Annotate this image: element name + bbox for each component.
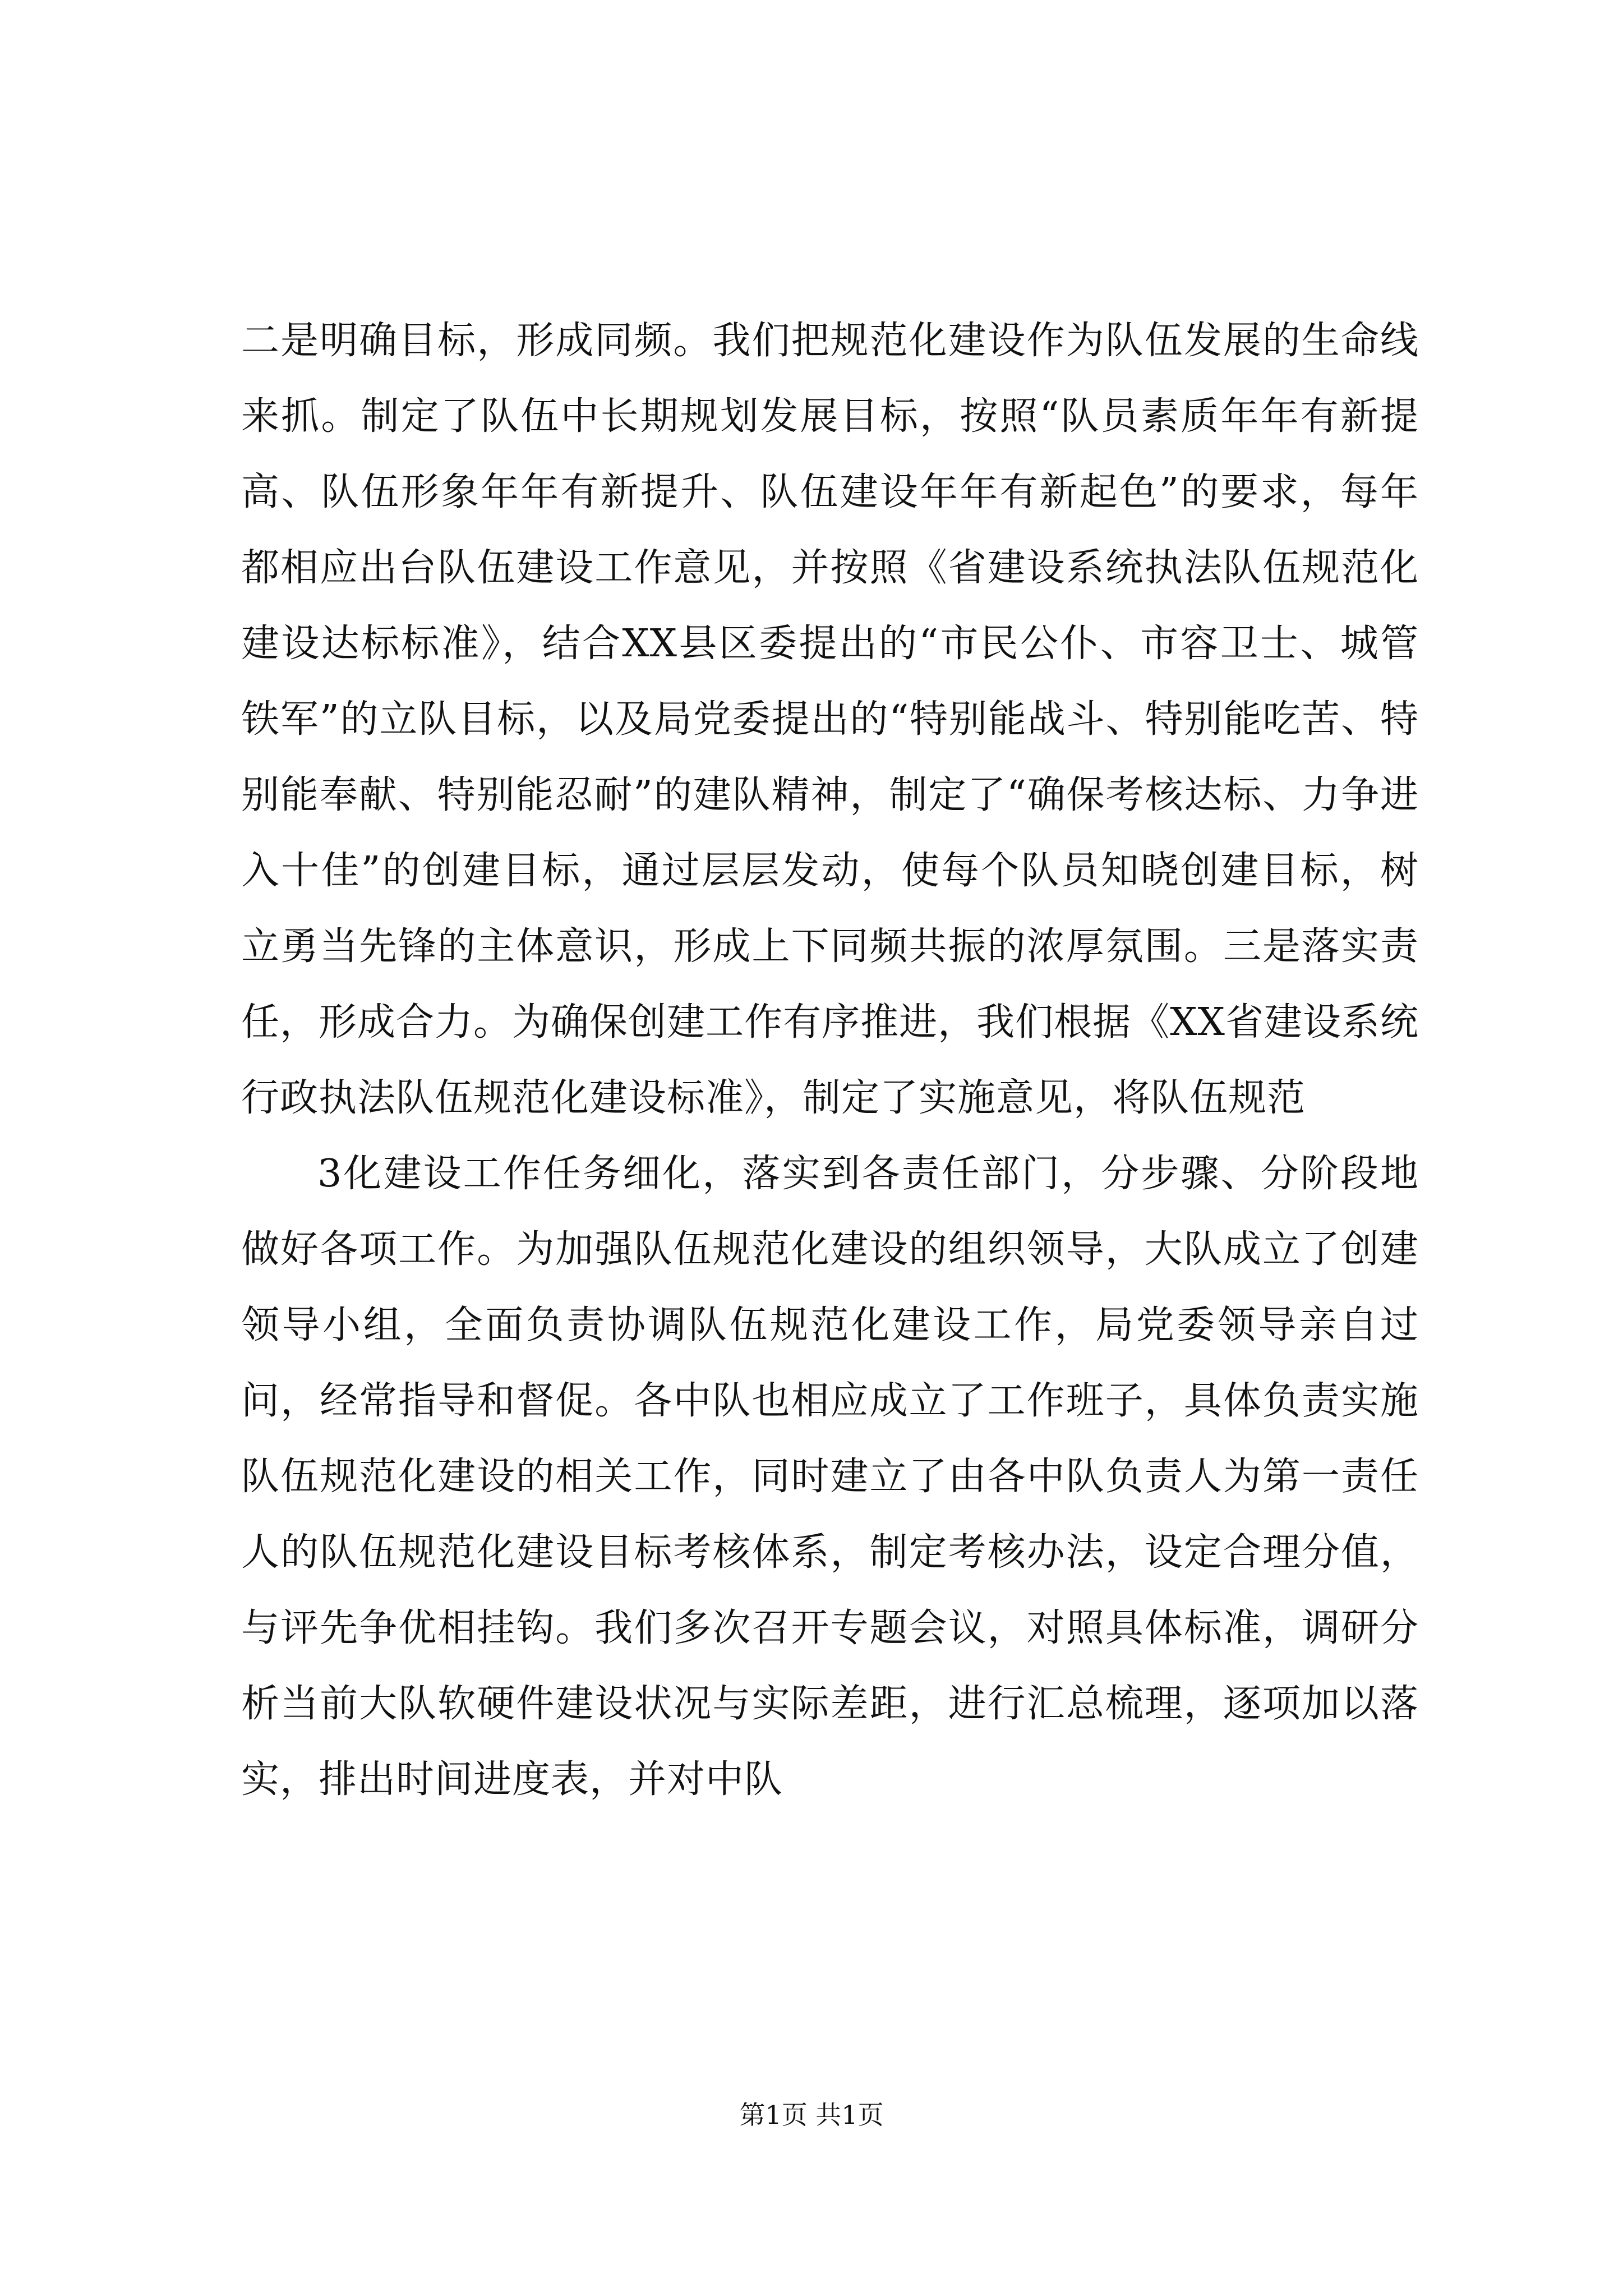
paragraph-1: 二是明确目标，形成同频。我们把规范化建设作为队伍发展的生命线来抓。制定了队伍中长期规划发展目标，按照“队员素质年年有新提高、队伍形象年年有新提升、队伍建设年年有新起色”的要求，每年都相应出台队伍建设工作意见，并按照《省建设系统执法队伍规范化建设达标标准》，结合XX县区委提出的“市民公仆、市容卫士、城管铁军”的立队目标，以及局党委提出的“特别能战斗、特别能吃苦、特别能奉献、特别能忍耐”的建队精神，制定了“确保考核达标、力争进入十佳”的创建目标，通过层层发动，使每个队员知晓创建目标，树立勇当先锋的主体意识，形成上下同频共振的浓厚氛围。三是落实责任，形成合力。为确保创建工作有序推进，我们根据《XX省建设系统行政执法队伍规范化建设标准》，制定了实施意见，将队伍规范 [241,319,1419,1120]
paragraph-2: 3化建设工作任务细化，落实到各责任部门，分步骤、分阶段地做好各项工作。为加强队伍规范化建设的组织领导，大队成立了创建领导小组，全面负责协调队伍规范化建设工作，局党委领导亲自过问，经常指导和督促。各中队也相应成立了工作班子，具体负责实施队伍规范化建设的相关工作，同时建立了由各中队负责人为第一责任人的队伍规范化建设目标考核体系，制定考核办法，设定合理分值，与评先争优相挂钩。我们多次召开专题会议，对照具体标准，调研分析当前大队软硬件建设状况与实际差距，进行汇总梳理，逐项加以落实，排出时间进度表，并对中队 [241,1152,1419,1802]
page-footer: 第1页 共1页 [739,2100,884,2130]
document-body [241,303,1419,1818]
